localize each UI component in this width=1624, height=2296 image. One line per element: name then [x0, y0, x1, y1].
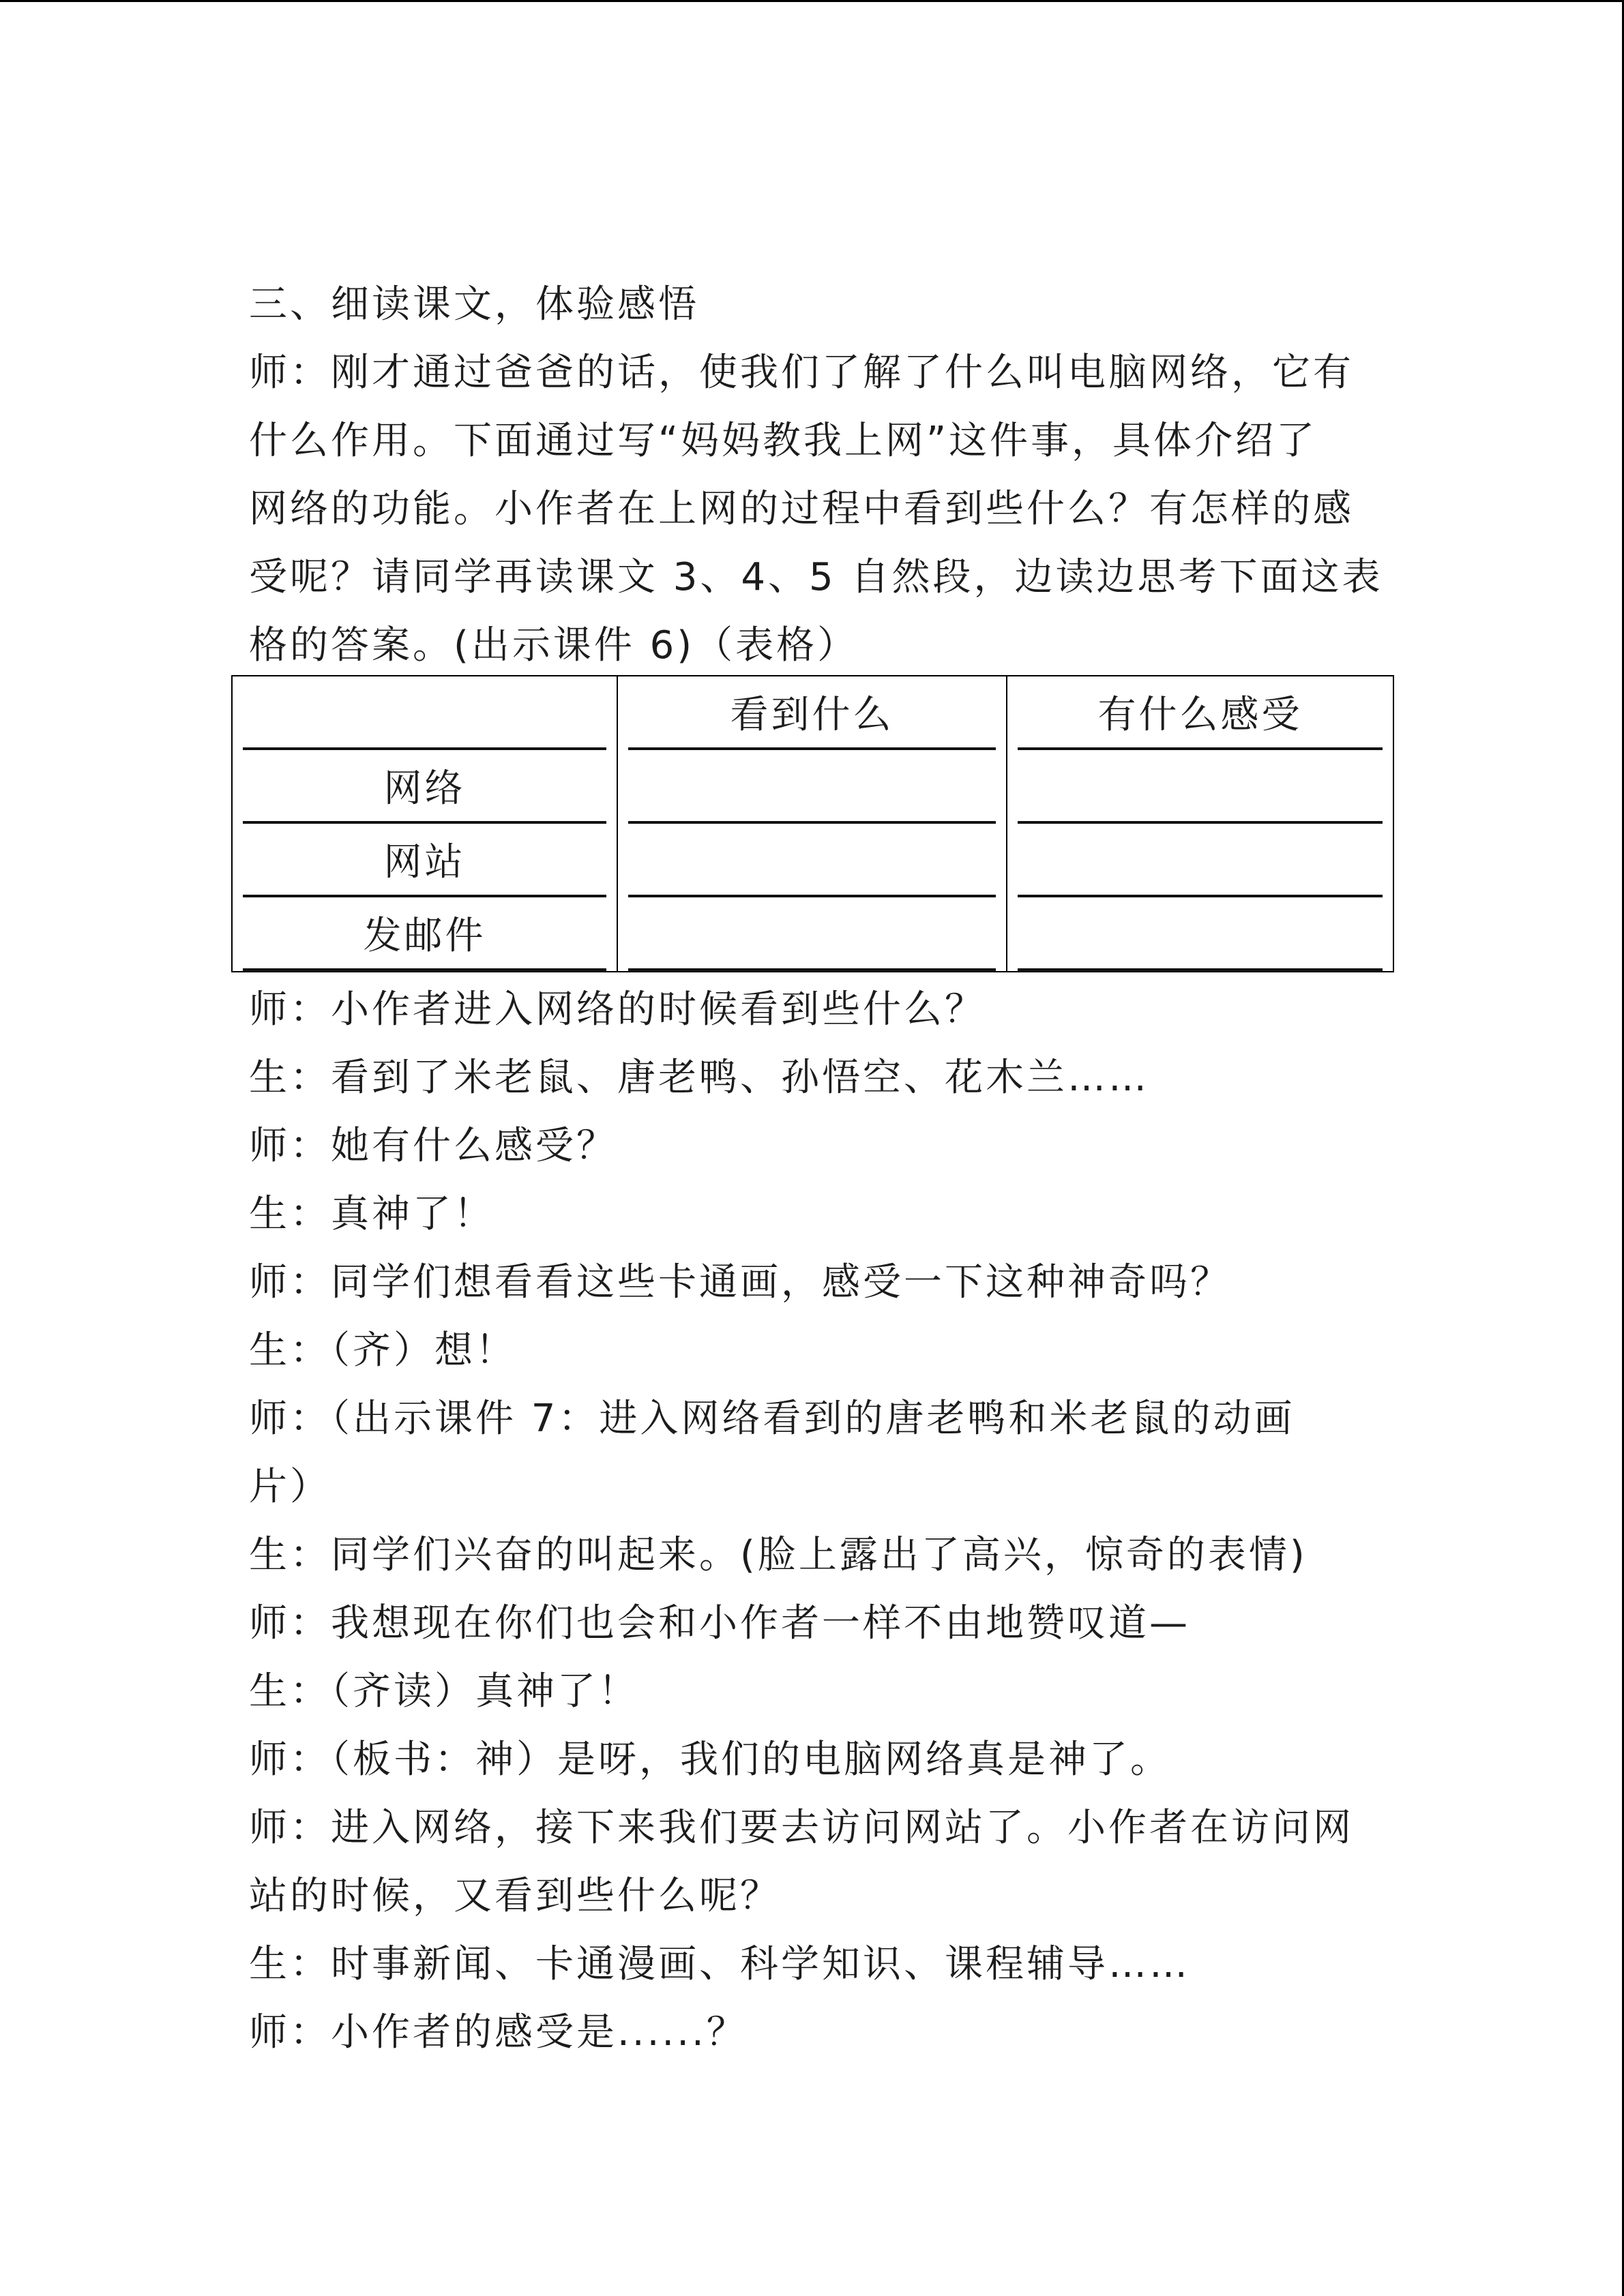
dialogue-line: 生：真神了！: [249, 1192, 494, 1236]
table-header-cell: [1007, 676, 1393, 750]
dialogue-line: 站的时候，又看到些什么呢？: [249, 1874, 781, 1918]
row-label-network: 网络: [243, 750, 606, 824]
dialogue-line: 生：同学们兴奋的叫起来。(脸上露出了高兴，惊奇的表情): [249, 1533, 1308, 1577]
dialogue-section: [249, 976, 1354, 2067]
dialogue-line: 师：同学们想看看这些卡通画，感受一下这种神奇吗？: [249, 1260, 1231, 1304]
dialogue-line: 师：小作者的感受是......？: [249, 2010, 748, 2055]
dialogue-line: 生：时事新闻、卡通漫画、科学知识、课程辅导……: [249, 1942, 1190, 1986]
table-answer-cell: [617, 824, 1007, 897]
table-header-cell: [617, 676, 1007, 750]
section-heading: 三、细读课文，体验感悟: [249, 282, 699, 327]
header-seen: 看到什么: [628, 676, 996, 750]
table-corner-cell: [232, 676, 617, 750]
table-answer-cell: [617, 750, 1007, 824]
table-row: [232, 897, 1393, 972]
dialogue-line: 师：她有什么感受？: [249, 1124, 617, 1168]
dialogue-line: 生：（齐）想！: [249, 1328, 516, 1373]
dialogue-line: 师：小作者进入网络的时候看到些什么？: [249, 987, 986, 1032]
intro-section: [249, 271, 1383, 680]
intro-line: 受呢？请同学再读课文 3、4、5 自然段，边读边思考下面这表: [249, 555, 1383, 599]
dialogue-line: 师：（出示课件 7：进入网络看到的唐老鸭和米老鼠的动画: [249, 1397, 1295, 1441]
table-header-row: [232, 676, 1393, 750]
table-row-label-cell: [232, 824, 617, 897]
row-label-email: 发邮件: [243, 897, 606, 971]
table-row: [232, 824, 1393, 897]
header-feeling: 有什么感受: [1018, 676, 1383, 750]
intro-line: 格的答案。(出示课件 6)（表格）: [249, 623, 859, 668]
dialogue-line: 生：看到了米老鼠、唐老鸭、孙悟空、花木兰……: [249, 1056, 1149, 1100]
table-answer-cell: [1007, 897, 1393, 972]
dialogue-line: 生：（齐读）真神了！: [249, 1669, 639, 1714]
dialogue-line: 片）: [249, 1465, 331, 1509]
worksheet-table: [231, 675, 1394, 972]
table-row-label-cell: [232, 897, 617, 972]
dialogue-line: 师：（板书：神）是呀，我们的电脑网络真是神了。: [249, 1738, 1171, 1782]
table-answer-cell: [1007, 750, 1393, 824]
intro-line: 网络的功能。小作者在上网的过程中看到些什么？有怎样的感: [249, 487, 1354, 531]
intro-line: 师：刚才通过爸爸的话，使我们了解了什么叫电脑网络，它有: [249, 351, 1354, 395]
dialogue-line: 师：进入网络，接下来我们要去访问网站了。小作者在访问网: [249, 1806, 1354, 1850]
table-answer-cell: [617, 897, 1007, 972]
intro-line: 什么作用。下面通过写“妈妈教我上网”这件事，具体介绍了: [249, 419, 1318, 463]
table-answer-cell: [1007, 824, 1393, 897]
dialogue-line: 师：我想现在你们也会和小作者一样不由地赞叹道—: [249, 1601, 1190, 1645]
table-row-label-cell: [232, 750, 617, 824]
table-row: [232, 750, 1393, 824]
row-label-website: 网站: [243, 824, 606, 897]
